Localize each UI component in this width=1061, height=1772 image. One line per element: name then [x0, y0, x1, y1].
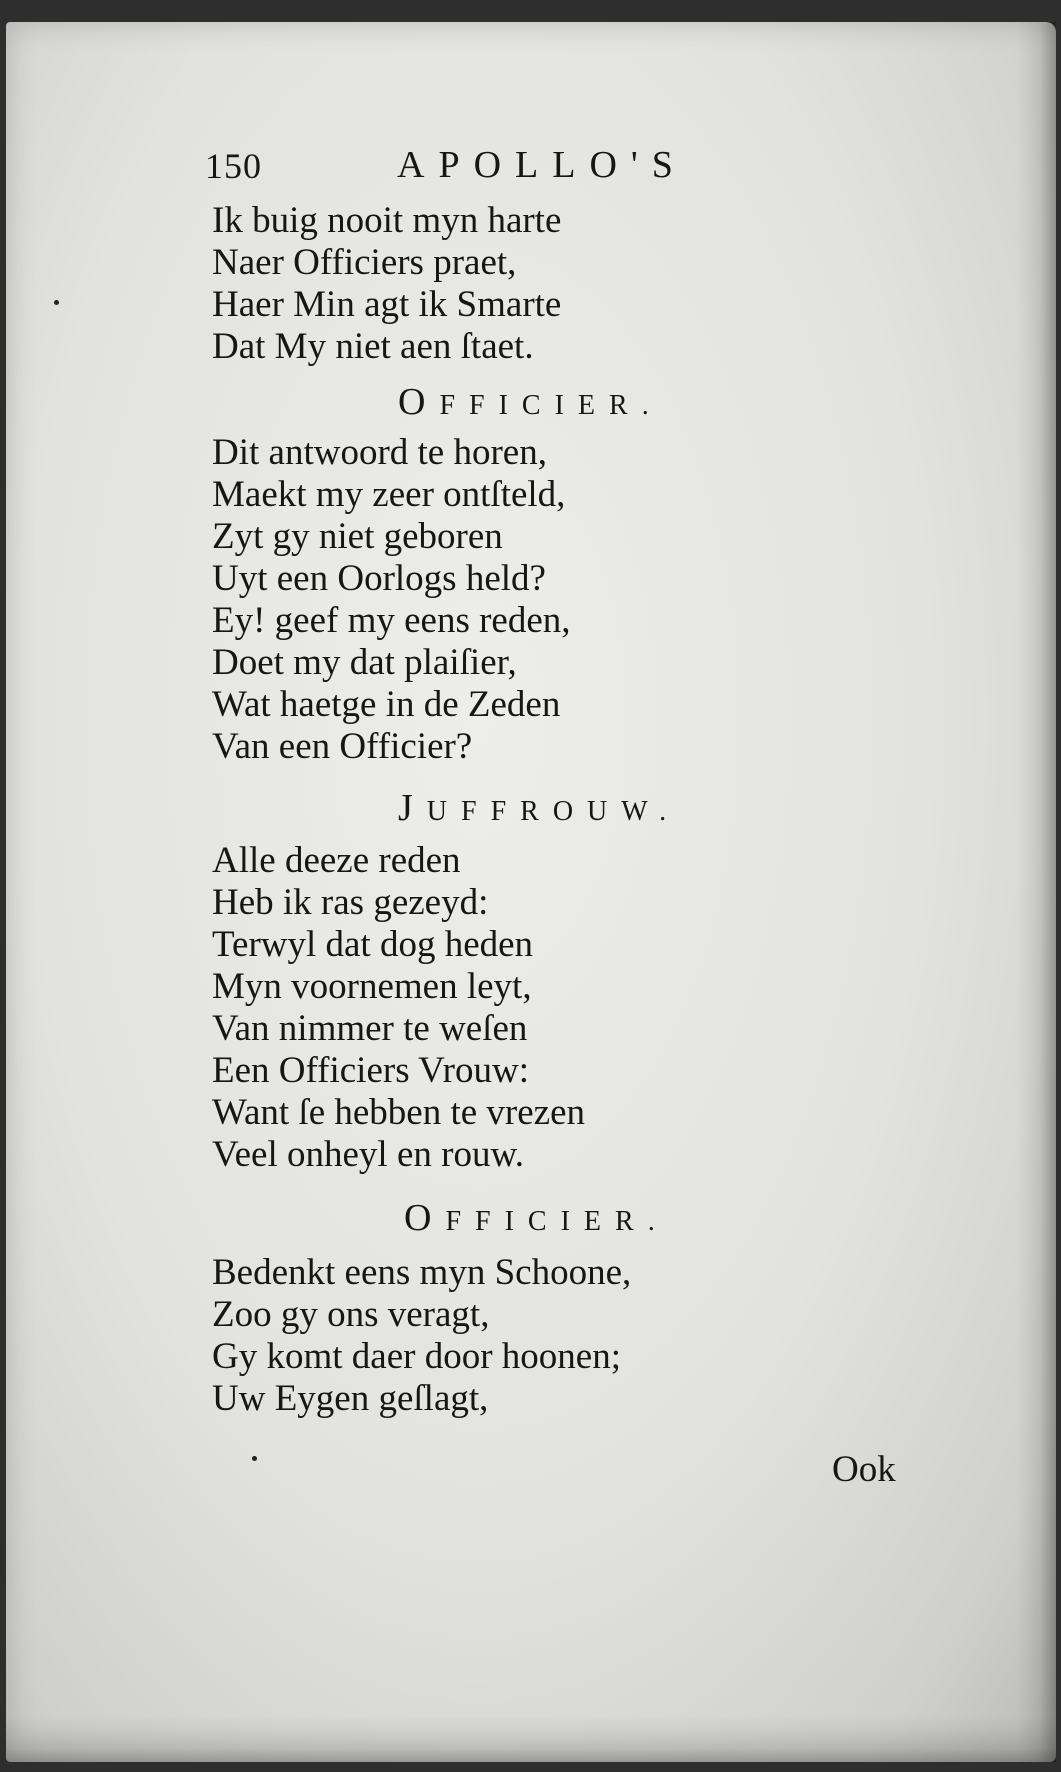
verse-line: Gy komt daer door hoonen;	[212, 1336, 621, 1377]
speaker-name: FFICIER.	[439, 390, 663, 421]
verse-line: Ik buig nooit myn harte	[212, 200, 562, 241]
speaker-name: UFFROUW.	[426, 796, 681, 827]
verse-line: Want ſe hebben te vrezen	[212, 1092, 585, 1133]
verse-line: Maekt my zeer ontſteld,	[212, 474, 566, 515]
speaker-heading	[398, 786, 680, 830]
verse-line: Terwyl dat dog heden	[212, 924, 534, 965]
verse-line: Zyt gy niet geboren	[212, 516, 503, 557]
verse-line: Uyt een Oorlogs held?	[212, 558, 546, 599]
page-number: 150	[205, 146, 262, 186]
verse-line: Myn voornemen leyt,	[212, 966, 532, 1007]
speaker-initial: O	[398, 381, 440, 423]
running-head: APOLLO'S	[397, 144, 687, 186]
verse-line: Van een Officier?	[212, 726, 473, 767]
verse-line: Uw Eygen geſlagt,	[212, 1378, 489, 1419]
verse-line: Een Officiers Vrouw:	[212, 1050, 529, 1091]
verse-line: Wat haetge in de Zeden	[212, 684, 561, 725]
ink-speck	[252, 1456, 257, 1461]
speaker-initial: J	[398, 787, 427, 829]
speaker-initial: O	[404, 1197, 446, 1239]
verse-line: Naer Officiers praet,	[212, 242, 517, 283]
catchword: Ook	[832, 1449, 896, 1490]
speaker-heading	[404, 1196, 669, 1240]
verse-line: Bedenkt eens myn Schoone,	[212, 1252, 632, 1293]
verse-line: Zoo gy ons veragt,	[212, 1294, 490, 1335]
verse-line: Haer Min agt ik Smarte	[212, 284, 562, 325]
speaker-name: FFICIER.	[445, 1206, 669, 1237]
verse-line: Van nimmer te weſen	[212, 1008, 528, 1049]
stanza-3	[212, 840, 585, 1176]
verse-line: Ey! geef my eens reden,	[212, 600, 571, 641]
verse-line: Veel onheyl en rouw.	[212, 1134, 525, 1175]
stanza-1	[212, 200, 561, 368]
ink-speck	[54, 300, 59, 305]
verse-line: Doet my dat plaiſier,	[212, 642, 517, 683]
verse-line: Dit antwoord te horen,	[212, 432, 547, 473]
verse-line: Dat My niet aen ſtaet.	[212, 326, 534, 367]
stanza-2	[212, 432, 571, 768]
speaker-heading	[398, 380, 663, 424]
verse-line: Heb ik ras gezeyd:	[212, 882, 489, 923]
stanza-4	[212, 1252, 631, 1420]
verse-line: Alle deeze reden	[212, 840, 461, 881]
